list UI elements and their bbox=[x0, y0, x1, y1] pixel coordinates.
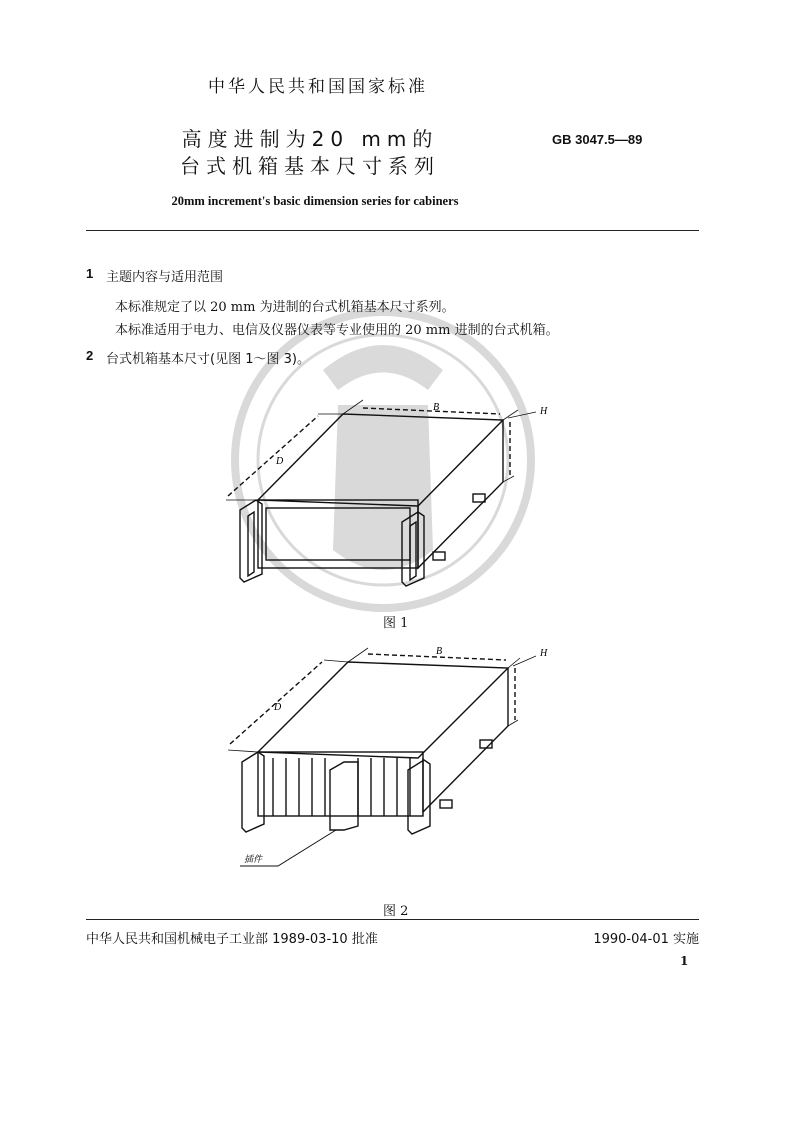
label-d: D bbox=[276, 456, 284, 467]
approval-line: 中华人民共和国机械电子工业部 1989-03-10 批准 bbox=[86, 932, 378, 947]
title-line-2: 台式机箱基本尺寸系列 bbox=[180, 154, 440, 178]
standard-code: GB 3047.5—89 bbox=[552, 132, 643, 147]
header-divider bbox=[86, 230, 699, 231]
label-plugin: 插件 bbox=[244, 855, 263, 865]
footer-divider bbox=[86, 919, 699, 920]
left-handle bbox=[242, 752, 264, 832]
right-handle bbox=[402, 512, 424, 586]
right-handle bbox=[408, 760, 430, 834]
plugin-unit bbox=[330, 762, 358, 830]
label-d: D bbox=[274, 702, 282, 713]
chassis-top-face bbox=[258, 662, 508, 758]
standard-name: 中华人民共和国国家标准 bbox=[208, 77, 428, 97]
section-1-number: 1 bbox=[86, 266, 94, 281]
section-1-heading: 主题内容与适用范围 bbox=[106, 270, 224, 285]
title-line-1: 高度进制为20 mm的 bbox=[181, 127, 439, 151]
figure-1-drawing bbox=[218, 392, 578, 602]
label-h: H bbox=[540, 406, 548, 417]
effective-date: 1990-04-01 实施 bbox=[593, 932, 699, 947]
figure-2-caption: 图 2 bbox=[383, 904, 409, 919]
label-b: B bbox=[433, 402, 440, 413]
figure-1-caption: 图 1 bbox=[383, 616, 409, 631]
label-b: B bbox=[436, 646, 443, 657]
chassis-front-panel bbox=[258, 752, 423, 816]
page-number: 1 bbox=[680, 954, 689, 968]
section-1-paragraph-2: 本标准适用于电力、电信及仪器仪表等专业使用的 20 mm 进制的台式机箱。 bbox=[115, 323, 559, 338]
left-handle bbox=[240, 500, 262, 582]
section-1-paragraph-1: 本标准规定了以 20 mm 为进制的台式机箱基本尺寸系列。 bbox=[115, 300, 455, 315]
chassis-top-face bbox=[258, 414, 503, 506]
figure-2-drawing bbox=[218, 640, 578, 880]
section-2-number: 2 bbox=[86, 348, 94, 363]
label-h: H bbox=[540, 648, 548, 659]
section-2-heading: 台式机箱基本尺寸(见图 1～图 3)。 bbox=[106, 352, 310, 367]
english-title: 20mm increment's basic dimension series for cabiners bbox=[171, 194, 459, 208]
chassis-front-panel bbox=[258, 500, 418, 568]
plugin-cards bbox=[273, 758, 410, 816]
